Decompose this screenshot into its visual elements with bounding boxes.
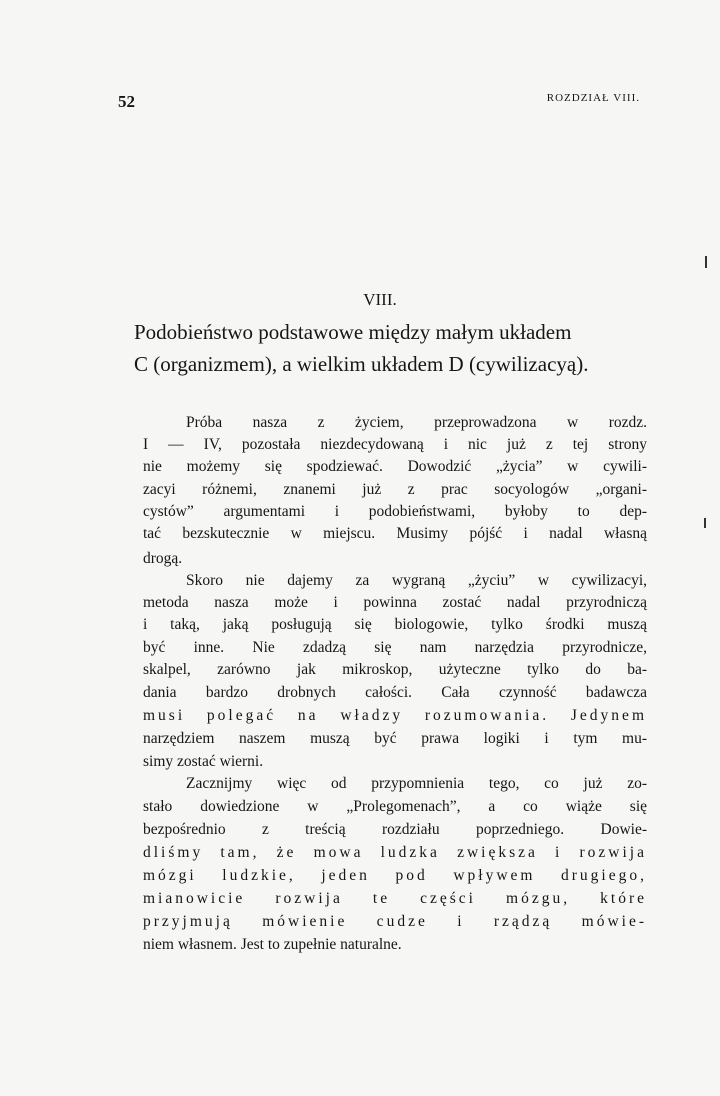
body-line: i taką, jaką posługują się biologowie, tylko środki muszą	[143, 616, 647, 633]
body-line: mózgi ludzkie, jeden pod wpływem drugiego,	[143, 867, 647, 884]
scan-mark	[704, 518, 706, 528]
body-line: mianowicie rozwija te części mózgu, które	[143, 890, 647, 907]
body-line: narzędziem naszem muszą być prawa logiki i tym mu-	[143, 730, 647, 747]
body-line: musi polegać na władzy rozumowania. Jedynem	[143, 707, 647, 724]
scan-mark	[705, 256, 707, 268]
body-line: tać bezskutecznie w miejscu. Musimy pójść i nadal własną	[143, 525, 647, 542]
chapter-title-line-1: Podobieństwo podstawowe między małym układem	[134, 320, 572, 344]
body-line: metoda nasza może i powinna zostać nadal przyrodniczą	[143, 594, 647, 611]
body-line: simy zostać wierni.	[143, 753, 264, 770]
body-line: drogą.	[143, 550, 183, 567]
running-head: ROZDZIAŁ VIII.	[546, 92, 640, 104]
body-line: przyjmują mówienie cudze i rządzą mówie-	[143, 913, 647, 930]
body-line: skalpel, zarówno jak mikroskop, użyteczne tylko do ba-	[143, 661, 647, 678]
body-line: niem własnem. Jest to zupełnie naturalne.	[143, 936, 402, 953]
body-line: stało dowiedzione w „Prolegomenach”, a co wiąże się	[143, 798, 647, 815]
body-line: Zacznijmy więc od przypomnienia tego, co już zo-	[186, 775, 647, 792]
body-line: zacyi różnemi, znanemi już z prac socyologów „organi-	[143, 481, 647, 498]
body-line: Skoro nie dajemy za wygraną „życiu” w cywilizacyi,	[186, 572, 647, 589]
body-line: Próba nasza z życiem, przeprowadzona w rozdz.	[186, 414, 647, 431]
body-line: być inne. Nie zdadzą się nam narzędzia przyrodnicze,	[143, 639, 647, 656]
body-line: dania bardzo drobnych całości. Cała czynność badawcza	[143, 684, 647, 701]
page-number: 52	[118, 92, 135, 111]
body-line: cystów” argumentami i podobieństwami, byłoby to dep-	[143, 503, 647, 520]
chapter-number: VIII.	[363, 290, 397, 309]
body-line: I — IV, pozostała niezdecydowaną i nic już z tej strony	[143, 436, 647, 453]
chapter-title-line-2: C (organizmem), a wielkim układem D (cywilizacyą).	[134, 352, 589, 376]
body-line: dliśmy tam, że mowa ludzka zwiększa i rozwija	[143, 844, 647, 861]
body-line: nie możemy się spodziewać. Dowodzić „życia” w cywili-	[143, 458, 647, 475]
body-line: bezpośrednio z treścią rozdziału poprzedniego. Dowie-	[143, 821, 647, 838]
